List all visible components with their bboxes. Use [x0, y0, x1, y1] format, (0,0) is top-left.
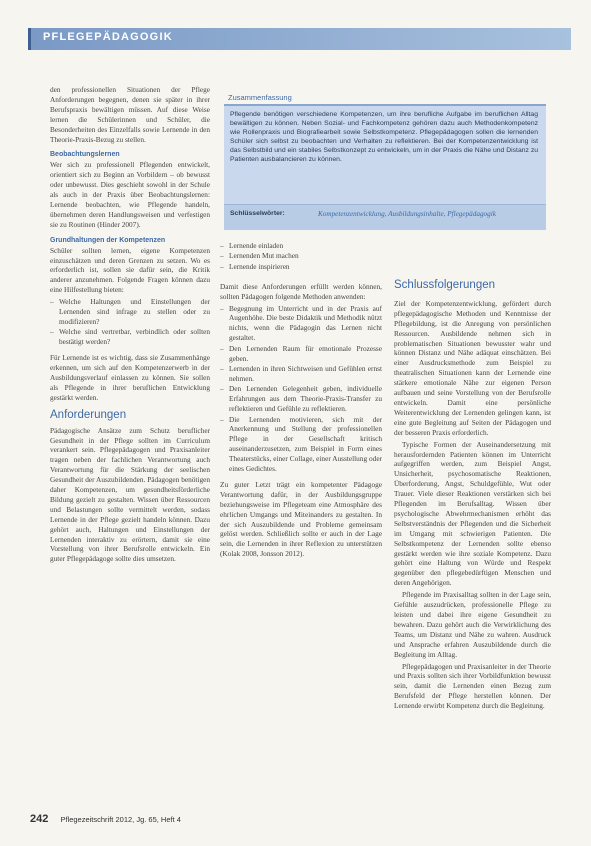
keywords-label: Schlüsselwörter:: [230, 210, 285, 217]
summary-text: Pflegende benötigen verschiedene Kompetenzen, um ihre berufliche Aufgabe im beruflichen Alltag bewältigen zu können. Neben Sozial- und Fachkompetenz gehören dazu auch Methodenkompetenz wie Rollenpraxis und Biografiearbeit sowie Selbstkompetenz. Pflegepädagogen sollen die lernenden Schüler sich selbst zu beobachten und Verhalten zu reflektieren. Bei der Kompetenzentwicklung ist das Selbstbild und ein stabiles Selbstkonzept zu entwickeln, um in der Praxis die Nähe und Distanz zu Patienten ausbalancieren zu können.: [230, 111, 538, 164]
journal-citation: Pflegezeitschrift 2012, Jg. 65, Heft 4: [60, 815, 181, 824]
list-item: – Die Lernenden motivieren, sich mit der Anerkennung und Stellung der professionellen Pflege in der Gesellschaft kritisch auseinanderzusetzen, zum Beispiel in Form eines Theaterstücks, einer Collage, einer Ausstellung oder eines Gedichtes.: [220, 415, 382, 474]
list-item: – Den Lernenden Raum für emotionale Prozesse geben.: [220, 344, 382, 364]
subheading-grundhaltungen: Grundhaltungen der Kompetenzen: [50, 236, 166, 244]
list-item: – Den Lernenden Gelegenheit geben, individuelle Erfahrungen aus dem Theorie-Praxis-Transfer zu reflektieren und Gefühle zu reflektieren.: [220, 384, 382, 414]
list-item: – Lernenden in ihren Sichtweisen und Gefühlen ernst nehmen.: [220, 364, 382, 384]
summary-label: Zusammenfassung: [228, 93, 292, 102]
column-middle: [220, 241, 382, 561]
paragraph: Für Lernende ist es wichtig, dass sie Zusammenhänge erkennen, um sich auf den Kompetenzerwerb in der Ausbildungsverlauf einlassen zu können. Sie sollen als Pflegende in ihrer beruflichen Entwicklung gestärkt werden.: [50, 353, 210, 402]
paragraph: Typische Formen der Auseinandersetzung mit herausfordernden Patienten können im Unterricht aufgegriffen werden, zum Beispiel Angst, Unsicherheit, psychosomatische Reaktionen, Überforderung, Angst, Schuldgefühle, Wut oder Trauer. Viele dieser Reaktionen verstärken sich bei Pflegenden im Berufsalltag. Wissen über psychologische Abwehrmechanismen erhöht das Selbstverständnis der Pflegenden und die Sicherheit im Umgang mit schwierigen Patienten. Die Selbstkompetenz der Lernenden sollte ebenso gestärkt werden wie ihre soziale Kompetenz. Dazu gehört eine Haltung von Würde und Respekt gegenüber den pflegebedürftigen Menschen und deren Angehörigen.: [394, 439, 551, 588]
top-list: [220, 241, 382, 272]
keywords-text: Kompetenzentwicklung, Ausbildungsinhalte, Pflegepädagogik: [318, 210, 496, 218]
heading-anforderungen: Anforderungen: [50, 408, 127, 421]
section-title: PFLEGEPÄDAGOGIK: [43, 31, 173, 43]
list-item: – Welche Haltungen und Einstellungen der Lernenden sind infrage zu stellen oder zu modifizieren?: [50, 297, 210, 327]
paragraph: Damit diese Anforderungen erfüllt werden können, sollten Pädagogen folgende Methoden anwenden:: [220, 281, 382, 301]
page-footer: [30, 813, 181, 825]
summary-box: [224, 104, 546, 227]
column-left: [50, 85, 210, 566]
paragraph: Zu guter Letzt trägt ein kompetenter Pädagoge Verantwortung dafür, in der Ausbildungsgruppe beziehungsweise im Pflegeteam eine Atmosphäre des ehrlichen Umgangs und Miteinanders zu gestalten. In der sich Auszubildende und Probleme gemeinsam gelöst werden. Schließlich sollte er auch in der Lage sein, die Lernenden in ihrer Reflexion zu unterstützen (Kolak 2008, Jonsson 2012).: [220, 479, 382, 559]
section-header-bar: [28, 28, 571, 50]
keywords-row: [224, 204, 546, 230]
paragraph: Wer sich zu professionell Pflegenden entwickelt, orientiert sich zu Beginn an Vorbildern – ob bewusst oder unbewusst. Dies geschieht sowohl in der Schule als auch in der Praxis über Beobachtungslernen: Lernende beobachten, wie Pflegende handeln, übernehmen deren Handlungsweisen und verfestigen sie zu Routinen (Hinder 2007).: [50, 160, 210, 229]
question-list: [50, 297, 210, 347]
list-item: – Lernende inspirieren: [220, 262, 382, 272]
list-item: – Lernende einladen: [220, 241, 382, 251]
page-number: 242: [30, 813, 49, 825]
list-item: – Lernenden Mut machen: [220, 251, 382, 261]
list-item: – Welche sind vertretbar, verbindlich oder sollten bestätigt werden?: [50, 327, 210, 347]
subheading-beobachtungslernen: Beobachtungslernen: [50, 151, 120, 159]
list-item: – Begegnung im Unterricht und in der Praxis auf Augenhöhe. Die beste Didaktik und Methodik nützt nichts, wenn die Pädagogin das Lernen nicht gestaltet.: [220, 304, 382, 344]
intro-paragraph: den professionellen Situationen der Pflege Anforderungen begegnen, denen sie später in ihrer Berufspraxis bewältigen müssen. Auf diese Weise lernen die Schülerinnen und Schüler, die Besonderheiten des Einzelfalls sowie Lernende in den Theorie-Praxis-Bezug zu stellen.: [50, 85, 210, 144]
paragraph: Schüler sollten lernen, eigene Kompetenzen einzuschätzen und deren Grenzen zu setzen. Wo es erforderlich ist, sollen sie dafür sein, die Kritik anderer anzunehmen. Folgende Fragen können dazu eine Hilfestellung bieten:: [50, 245, 210, 295]
method-list: [220, 304, 382, 474]
column-right: [394, 281, 551, 713]
heading-schlussfolgerungen: Schlussfolgerungen: [394, 279, 496, 291]
paragraph: Pädagogische Ansätze zum Schutz beruflicher Gesundheit in der Pflege sollten im Curriculum verankert sein. Pflegepädagogen und Praxisanleiter tragen neben der fachlichen Verantwortung auch Verantwortung für die Stärkung der seelischen Gesundheit der Auszubildenden. Pädagogen benötigen daher Kompetenzen, um gesundheitsförderliche Bildung gezielt zu gestalten. Wissen über Ressourcen und Belastungen sollte vermittelt werden, sodass Lernende in der Pflege gezielt handeln können. Dazu gehört auch, Haltungen und Einstellungen der Lernenden interaktiv zu erörtern, damit sie eine Vorstellung von ihrer Berufsrolle entwickeln. Ein guter Pflegepädagoge sollte dies umsetzen.: [50, 425, 210, 564]
paragraph: Pflegende im Praxisalltag sollten in der Lage sein, Gefühle auszudrücken, professionelle Pflege zu leisten und dabei ihre eigene Gesundheit zu bewahren. Dazu gehört auch die Verwirklichung des Teams, um Distanz und Nähe zu wahren. Ausdruck und Ansprache erfahren Auszubildende durch die Begleitung im Alltag.: [394, 590, 551, 659]
paragraph: Ziel der Kompetenzentwicklung, gefördert durch pflegepädagogische Methoden und Kenntnisse der Pflegebildung, ist die Anregung von persönlichen Ressourcen. Ausbildende nehmen sich in problematischen Situationen bewusster wahr und können Distanz und Nähe adäquat einschätzen. Bei einer Ausdrucksmethode zum Beispiel zu theatralischen Situationen kann der Lernende eine stärkere emotionale Nähe zur eigenen Person aufbauen und seine Vorstellung von der Berufsrolle entwickeln. Damit eine persönliche Weiterentwicklung der Lernenden gelingen kann, ist eine gute Begleitung auf Seiten der Pädagogen und der besseren Praxis erforderlich.: [394, 298, 551, 437]
paragraph: Pflegepädagogen und Praxisanleiter in der Theorie und Praxis sollten sich ihrer Vorbildfunktion bewusst sein, damit die Lernenden einen Bezug zum Berufsfeld der Pflege herstellen können. Der Lernende erwirbt Kompetenz durch die Begleitung.: [394, 661, 551, 711]
